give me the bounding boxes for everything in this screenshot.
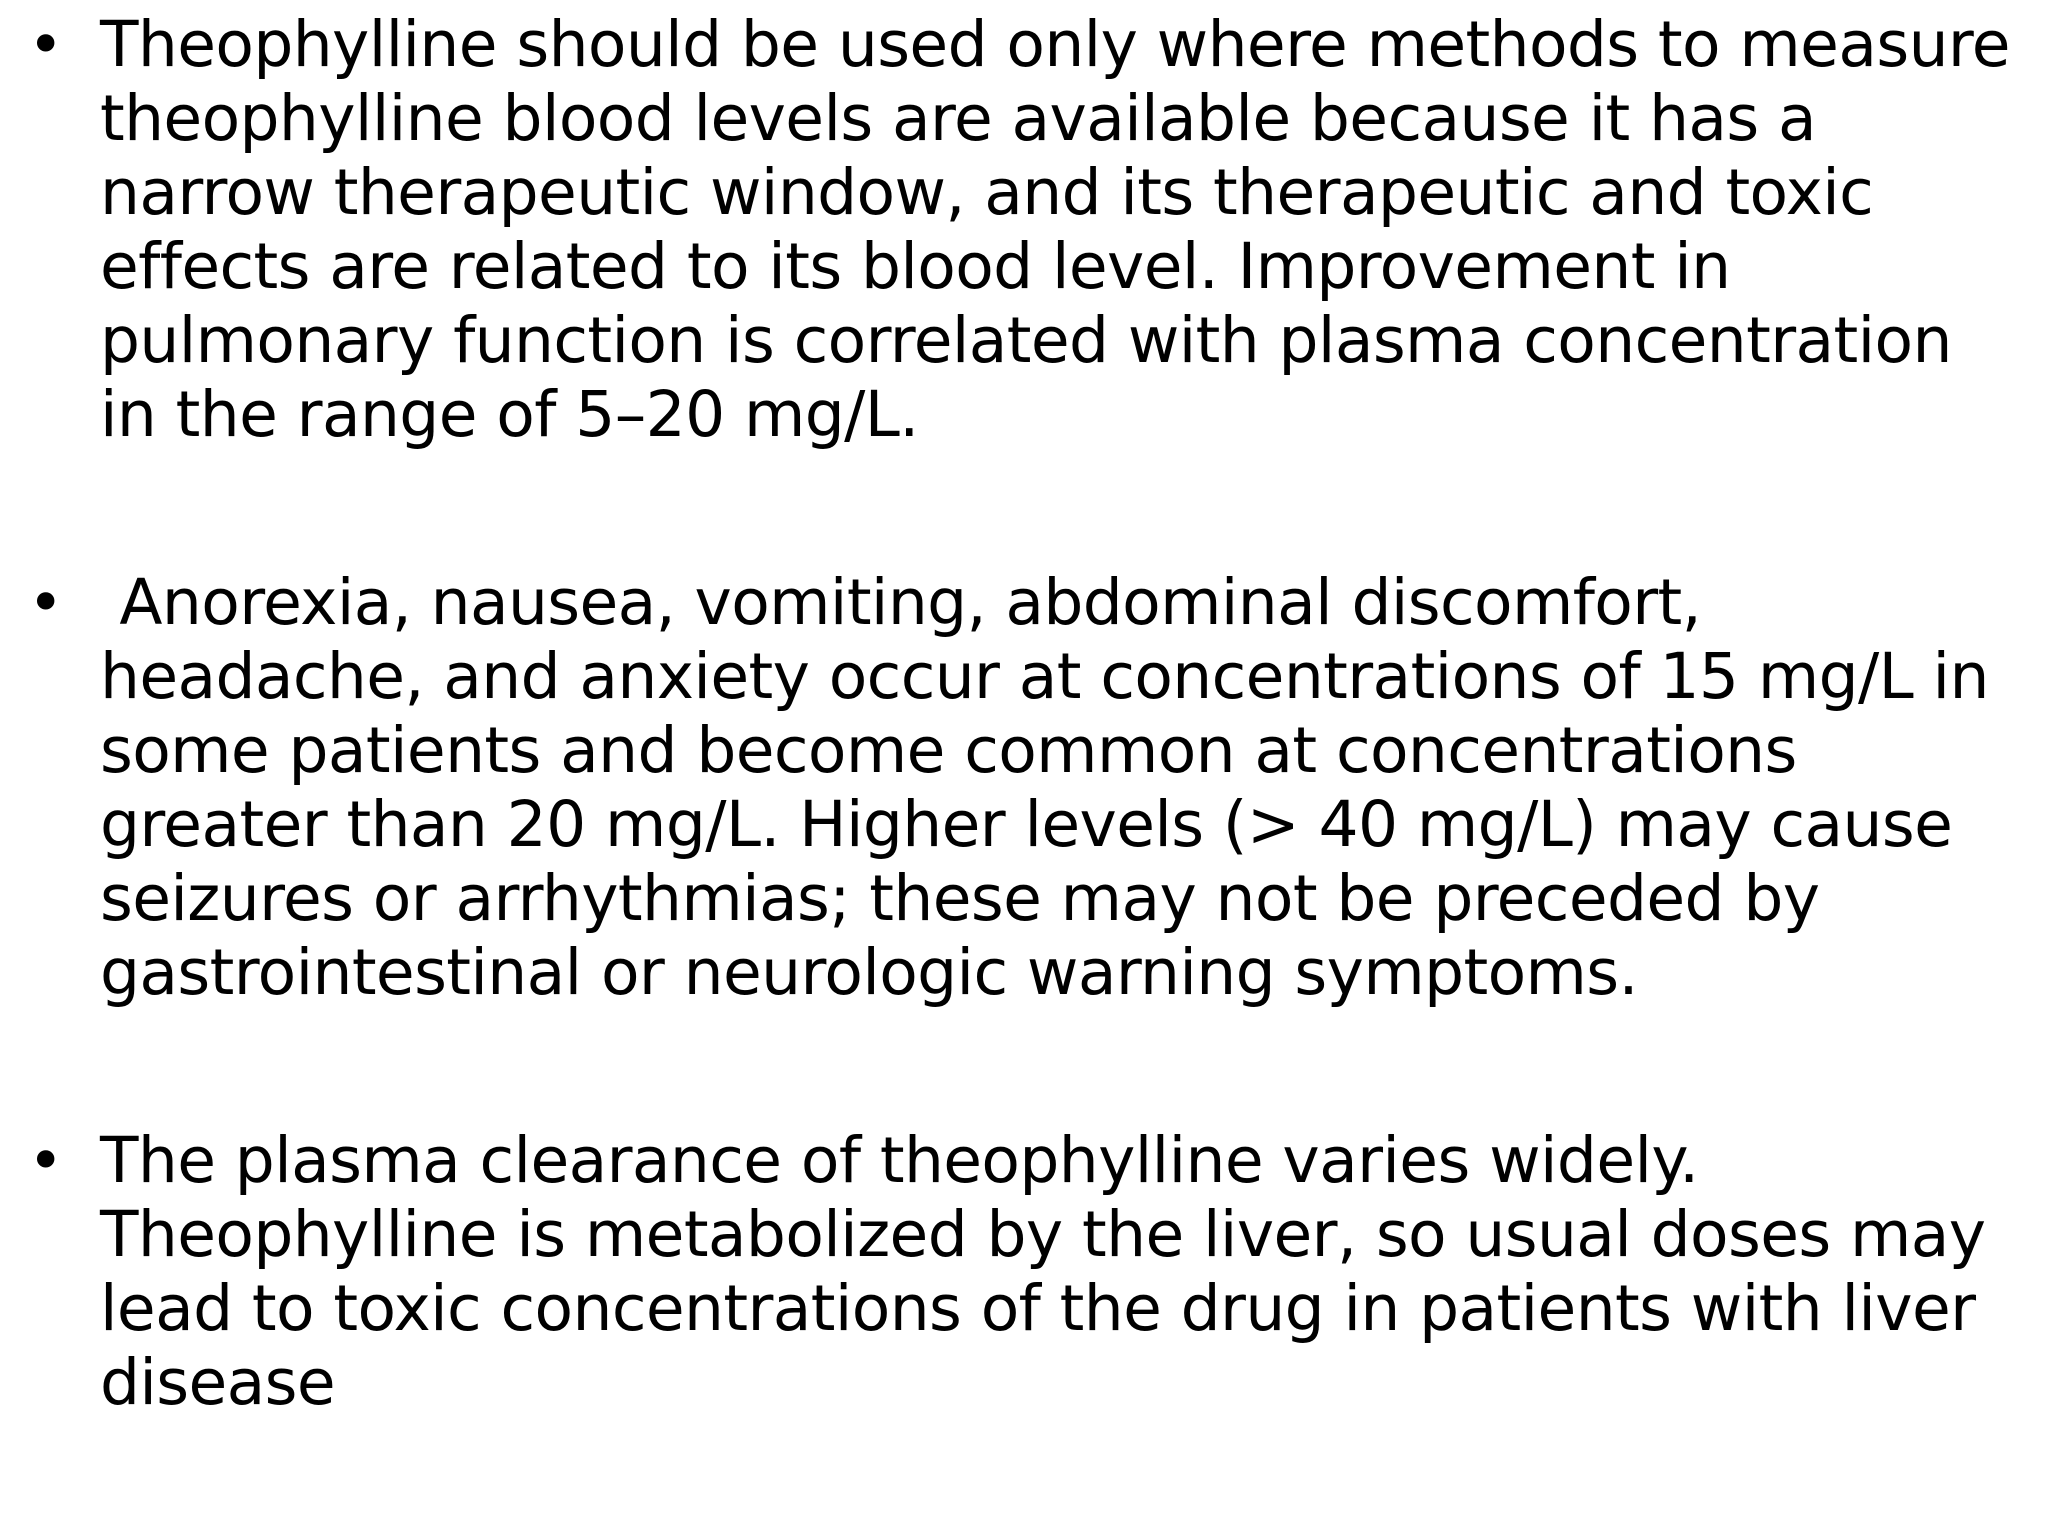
bullet-icon: • xyxy=(28,1126,63,1196)
bullet-item-adverse-effects xyxy=(0,566,2048,1010)
bullet-icon: • xyxy=(28,568,63,638)
bullet-text-line: Theophylline is metabolized by the liver, so usual doses may xyxy=(100,1198,1986,1271)
bullet-text-line: some patients and become common at concentrations xyxy=(100,714,1797,787)
bullet-text-line: in the range of 5–20 mg/L. xyxy=(100,378,919,451)
bullet-text-line: greater than 20 mg/L. Higher levels (> 40 mg/L) may cause xyxy=(100,788,1953,861)
bullet-text-line: lead to toxic concentrations of the drug in patients with liver xyxy=(100,1272,1976,1345)
bullet-text-line: Anorexia, nausea, vomiting, abdominal discomfort, xyxy=(100,566,1702,639)
bullet-item-theophylline-monitoring xyxy=(0,8,2048,452)
bullet-text-line: gastrointestinal or neurologic warning symptoms. xyxy=(100,936,1638,1009)
bullet-text-line: theophylline blood levels are available because it has a xyxy=(100,82,1817,155)
bullet-icon: • xyxy=(28,10,63,80)
bullet-text-line: The plasma clearance of theophylline varies widely. xyxy=(100,1124,1699,1197)
bullet-text-line: headache, and anxiety occur at concentrations of 15 mg/L in xyxy=(100,640,1989,713)
bullet-text-line: effects are related to its blood level. Improvement in xyxy=(100,230,1731,303)
bullet-text-line: narrow therapeutic window, and its therapeutic and toxic xyxy=(100,156,1874,229)
bullet-item-plasma-clearance xyxy=(0,1124,2048,1420)
bullet-text-line: pulmonary function is correlated with plasma concentration xyxy=(100,304,1952,377)
bullet-text-line: disease xyxy=(100,1346,336,1419)
bullet-text-line: Theophylline should be used only where methods to measure xyxy=(100,8,2010,81)
bullet-text-line: seizures or arrhythmias; these may not be preceded by xyxy=(100,862,1820,935)
bullet-list xyxy=(0,8,2048,1420)
